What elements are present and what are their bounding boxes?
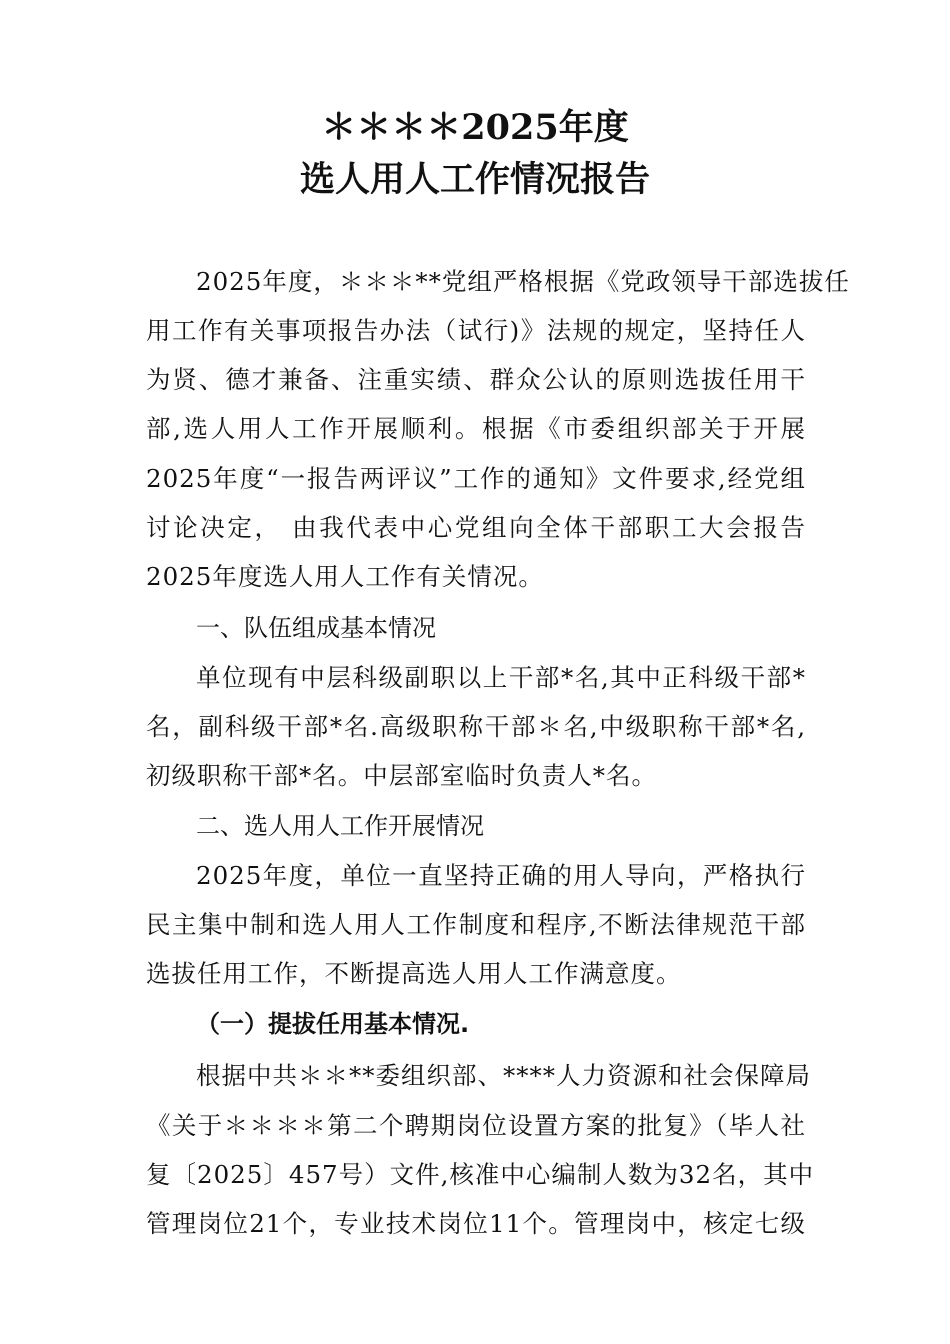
intro-line-4: 部,选人用人工作开展顺利。根据《市委组织部关于开展 xyxy=(146,414,806,443)
intro-line-6: 讨论决定， 由我代表中心党组向全体干部职工大会报告 xyxy=(146,513,806,542)
section-1-line-1: 单位现有中层科级副职以上干部*名,其中正科级干部* xyxy=(196,663,806,692)
section-1-line-2: 名，副科级干部*名.高级职称干部＊名,中级职称干部*名, xyxy=(146,712,806,741)
intro-line-1: 2025年度，＊＊＊**党组严格根据《党政领导干部选拔任 xyxy=(196,267,850,296)
section-2-line-3: 选拔任用工作，不断提高选人用人工作满意度。 xyxy=(146,959,682,988)
section-1-heading: 一、队伍组成基本情况 xyxy=(196,614,436,642)
document-title-line-2: 选人用人工作情况报告 xyxy=(299,159,650,200)
section-1-line-3: 初级职称干部*名。中层部室临时负责人*名。 xyxy=(146,761,657,790)
intro-line-5: 2025年度“一报告两评议”工作的通知》文件要求,经党组 xyxy=(146,464,806,493)
subsection-1-line-3: 复〔2025〕457号）文件,核准中心编制人数为32名，其中 xyxy=(146,1160,815,1189)
subsection-1-line-2: 《关于＊＊＊＊第二个聘期岗位设置方案的批复》（毕人社 xyxy=(146,1111,806,1140)
subsection-1-line-1: 根据中共＊＊**委组织部、****人力资源和社会保障局 xyxy=(196,1061,811,1090)
intro-line-2: 用工作有关事项报告办法（试行)》法规的规定，坚持任人 xyxy=(146,316,806,345)
section-2-heading: 二、选人用人工作开展情况 xyxy=(196,812,484,840)
document-title-line-1: ＊＊＊＊2025年度 xyxy=(321,107,629,148)
subsection-1-line-4: 管理岗位21个，专业技术岗位11个。管理岗中，核定七级 xyxy=(146,1209,806,1238)
intro-line-3: 为贤、德才兼备、注重实绩、群众公认的原则选拔任用干 xyxy=(146,365,806,394)
subsection-1-heading: （一）提拔任用基本情况. xyxy=(196,1010,470,1038)
section-2-line-1: 2025年度，单位一直坚持正确的用人导向，严格执行 xyxy=(196,861,806,890)
intro-line-7: 2025年度选人用人工作有关情况。 xyxy=(146,562,544,591)
section-2-line-2: 民主集中制和选人用人工作制度和程序,不断法律规范干部 xyxy=(146,910,806,939)
